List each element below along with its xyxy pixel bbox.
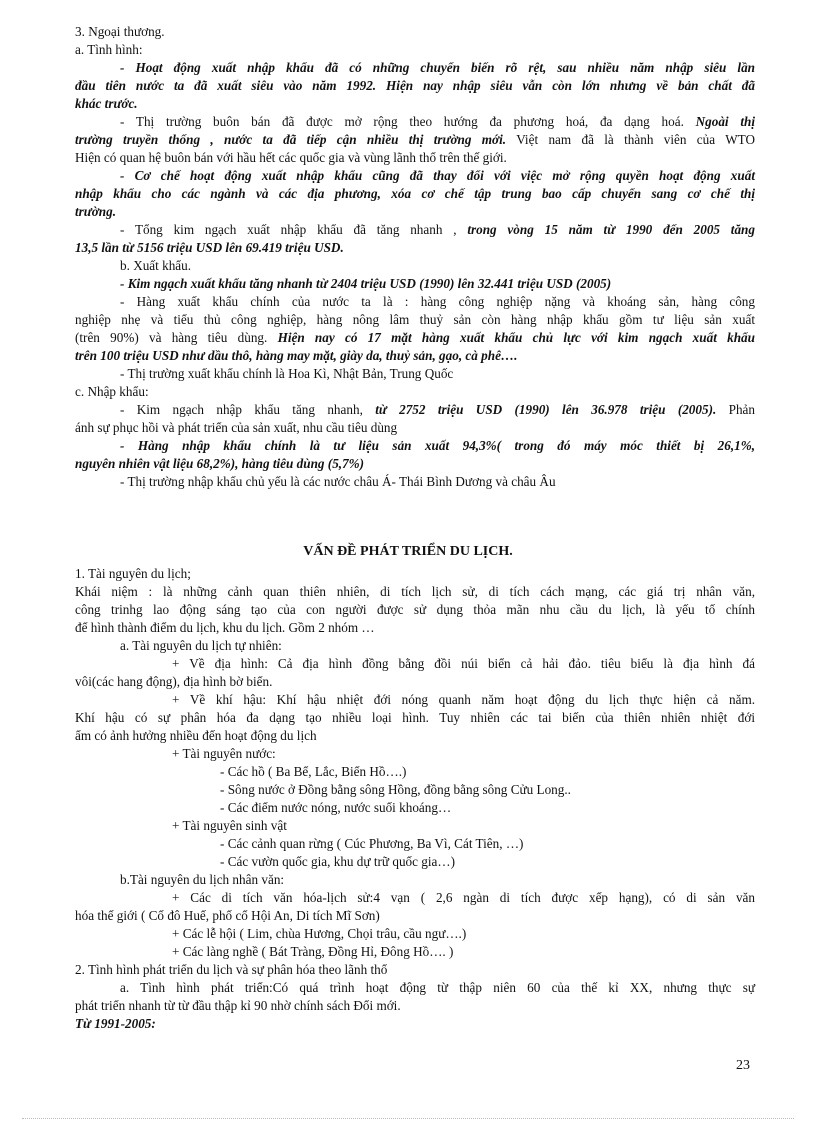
- text-line: [75, 1016, 755, 1032]
- text-line: [75, 998, 755, 1014]
- text-line: [220, 836, 755, 852]
- text-line: [120, 872, 755, 888]
- emphasis-text: trên 100 triệu USD như dầu thô, hàng may mặt, giày da, thuỷ sản, gạo, cà phê….: [75, 348, 518, 363]
- text-line: [75, 330, 755, 346]
- text-line: [172, 656, 755, 672]
- text-line: [220, 854, 755, 870]
- emphasis-text: đầu tiên nước ta đã xuất siêu vào năm 1992. Hiện nay nhập siêu vẫn còn lớn nhưng về bản chất đã: [75, 78, 755, 93]
- body-text: b.Tài nguyên du lịch nhân văn:: [120, 872, 285, 887]
- body-text: - Các vườn quốc gia, khu dự trữ quốc gia…): [220, 854, 455, 869]
- body-text: b. Xuất khẩu.: [120, 258, 192, 273]
- body-text: 1. Tài nguyên du lịch;: [75, 566, 191, 581]
- text-line: [75, 602, 755, 618]
- body-text: + Tài nguyên sinh vật: [172, 818, 287, 833]
- text-line: [75, 420, 755, 436]
- text-line: [75, 132, 755, 148]
- emphasis-text: Từ 1991-2005:: [75, 1016, 156, 1031]
- text-line: [220, 764, 755, 780]
- body-text: ẩm có ảnh hưởng nhiều đến hoạt động du lịch: [75, 728, 317, 743]
- text-line: [75, 24, 755, 40]
- text-line: [120, 402, 755, 418]
- emphasis-text: - Cơ chế hoạt động xuất nhập khẩu cũng đã thay đổi với việc mở rộng quyền hoạt động xuất: [120, 168, 755, 183]
- body-text: - Tổng kim ngạch xuất nhập khẩu đã tăng nhanh ,: [120, 222, 468, 237]
- emphasis-text: trong vòng 15 năm từ 1990 đến 2005 tăng: [467, 222, 755, 237]
- body-text: + Về khí hậu: Khí hậu nhiệt đới nóng quanh năm hoạt động du lịch thực hiện cả năm.: [172, 692, 755, 707]
- text-line: [172, 926, 755, 942]
- text-line: [75, 674, 755, 690]
- body-text: a. Tình hình:: [75, 42, 143, 57]
- section-title: VẤN ĐỀ PHÁT TRIỂN DU LỊCH.: [303, 544, 513, 559]
- body-text: - Hàng xuất khẩu chính của nước ta là : hàng công nghiệp nặng và khoáng sản, hàng công: [120, 294, 755, 309]
- body-text: + Tài nguyên nước:: [172, 746, 276, 761]
- text-line: [120, 60, 755, 76]
- body-text: c. Nhập khẩu:: [75, 384, 149, 399]
- text-line: [75, 204, 755, 220]
- body-text: nghiệp nhẹ và tiểu thủ công nghiệp, hàng nông lâm thuỷ sản còn hàng nhập khẩu gồm tư liệu sản xuất: [75, 312, 755, 327]
- body-text: - Các cảnh quan rừng ( Cúc Phương, Ba Vì, Cát Tiên, …): [220, 836, 524, 851]
- emphasis-text: trường truyền thống , nước ta đã tiếp cận nhiều thị trường mới.: [75, 132, 507, 147]
- text-line: [120, 168, 755, 184]
- body-text: - Thị trường xuất khẩu chính là Hoa Kì, Nhật Bản, Trung Quốc: [120, 366, 454, 381]
- emphasis-text: Ngoài thị: [695, 114, 755, 129]
- body-text: + Các làng nghề ( Bát Tràng, Đồng Hỉ, Đông Hồ…. ): [172, 944, 454, 959]
- page-bottom-divider: [22, 1118, 794, 1119]
- text-line: [75, 348, 755, 364]
- body-text: + Các lễ hội ( Lim, chùa Hương, Chọi trâu, cầu ngư….): [172, 926, 467, 941]
- emphasis-text: Hiện nay có 17 mặt hàng xuất khẩu chủ lực với kim ngạch xuất khẩu: [277, 330, 755, 345]
- text-line: [120, 980, 755, 996]
- body-text: - Các hồ ( Ba Bể, Lắc, Biển Hồ….): [220, 764, 407, 779]
- text-line: [172, 890, 755, 906]
- body-text: - Kim ngạch nhập khẩu tăng nhanh,: [120, 402, 376, 417]
- page-number: 23: [736, 1058, 750, 1073]
- body-text: 3. Ngoại thương.: [75, 24, 165, 39]
- emphasis-text: nguyên nhiên vật liệu 68,2%), hàng tiêu dùng (5,7%): [75, 456, 365, 471]
- body-text: Khái niệm : là những cảnh quan thiên nhiên, di tích lịch sử, di tích cách mạng, các giá trị nhân văn,: [75, 584, 755, 599]
- text-line: [172, 692, 755, 708]
- text-line: [75, 96, 755, 112]
- text-line: [75, 456, 755, 472]
- emphasis-text: - Hoạt động xuất nhập khẩu đã có những chuyển biến rõ rệt, sau nhiều năm nhập siêu lần: [120, 60, 755, 75]
- body-text: - Các điểm nước nóng, nước suối khoáng…: [220, 800, 452, 815]
- text-line: [75, 186, 755, 202]
- text-line: [75, 240, 755, 256]
- text-line: [75, 312, 755, 328]
- text-line: [172, 944, 755, 960]
- body-text: a. Tài nguyên du lịch tự nhiên:: [120, 638, 282, 653]
- body-text: 2. Tình hình phát triển du lịch và sự phân hóa theo lãnh thổ: [75, 962, 388, 977]
- body-text: vôi(các hang động), địa hình bờ biển.: [75, 674, 273, 689]
- text-line: [75, 566, 755, 582]
- body-text: để hình thành điểm du lịch, khu du lịch. Gồm 2 nhóm …: [75, 620, 375, 635]
- emphasis-text: nhập khẩu cho các ngành và các địa phương, xóa cơ chế tập trung bao cấp chuyển sang cơ chế thị: [75, 186, 755, 201]
- text-line: [75, 42, 755, 58]
- text-line: [120, 114, 755, 130]
- text-line: [220, 782, 755, 798]
- text-line: [120, 294, 755, 310]
- body-text: công trinhg lao động sáng tạo của con người được sử dụng thỏa mãn nhu cầu du lịch, là yếu tố chính: [75, 602, 755, 617]
- body-text: - Sông nước ở Đồng bằng sông Hồng, đồng bằng sông Cửu Long..: [220, 782, 571, 797]
- body-text: phát triển nhanh từ từ đầu thập kỉ 90 nhờ chính sách Đổi mới.: [75, 998, 401, 1013]
- body-text: Khí hậu có sự phân hóa đa dạng tạo nhiều loại hình. Tuy nhiên các tai biến của thiên nhiên nhiệt đới: [75, 710, 755, 725]
- text-line: [75, 728, 755, 744]
- text-line: [220, 800, 755, 816]
- emphasis-text: 13,5 lần từ 5156 triệu USD lên 69.419 triệu USD.: [75, 240, 344, 255]
- emphasis-text: - Hàng nhập khẩu chính là tư liệu sản xuất 94,3%( trong đó máy móc thiết bị 26,1%,: [120, 438, 755, 453]
- body-text: - Thị trường nhập khẩu chủ yếu là các nước châu Á- Thái Bình Dương và châu Âu: [120, 474, 556, 489]
- body-text: + Các di tích văn hóa-lịch sử:4 vạn ( 2,6 ngàn di tích được xếp hạng), có di sản văn: [172, 890, 755, 905]
- text-line: [120, 474, 755, 490]
- text-line: [75, 584, 755, 600]
- emphasis-text: khác trước.: [75, 96, 138, 111]
- body-text: (trên 90%) và hàng tiêu dùng.: [75, 330, 278, 345]
- emphasis-text: từ 2752 triệu USD (1990) lên 36.978 triệu (2005).: [375, 402, 717, 417]
- body-text: Phản: [716, 402, 755, 417]
- body-text: + Về địa hình: Cả địa hình đồng bằng đồi núi biển cả hải đảo. tiêu biểu là địa hình đá: [172, 656, 755, 671]
- body-text: ánh sự phục hồi và phát triển của sản xuất, nhu cầu tiêu dùng: [75, 420, 398, 435]
- body-text: hóa thế giới ( Cố đô Huế, phố cổ Hội An, Di tích Mĩ Sơn): [75, 908, 380, 923]
- body-text: a. Tình hình phát triển:Có quá trình hoạt động từ thập niên 60 của thế kỉ XX, nhưng thực sự: [120, 980, 755, 995]
- text-line: [120, 258, 755, 274]
- body-text: Hiện có quan hệ buôn bán với hầu hết các quốc gia và vùng lãnh thổ trên thế giới.: [75, 150, 507, 165]
- text-line: [120, 366, 755, 382]
- emphasis-text: - Kim ngạch xuất khẩu tăng nhanh từ 2404 triệu USD (1990) lên 32.441 triệu USD (2005): [120, 276, 612, 291]
- text-line: [120, 222, 755, 238]
- text-line: [120, 638, 755, 654]
- text-line: [75, 384, 755, 400]
- text-line: [120, 276, 755, 292]
- text-line: [172, 746, 755, 762]
- text-line: [75, 710, 755, 726]
- text-line: [75, 620, 755, 636]
- text-line: [75, 962, 755, 978]
- emphasis-text: trường.: [75, 204, 116, 219]
- text-line: [75, 908, 755, 924]
- text-line: [75, 150, 755, 166]
- text-line: [172, 818, 755, 834]
- body-text: Việt nam đã là thành viên của WTO: [506, 132, 755, 147]
- body-text: - Thị trường buôn bán đã được mở rộng theo hướng đa phương hoá, đa dạng hoá.: [120, 114, 696, 129]
- text-line: [75, 78, 755, 94]
- text-line: [120, 438, 755, 454]
